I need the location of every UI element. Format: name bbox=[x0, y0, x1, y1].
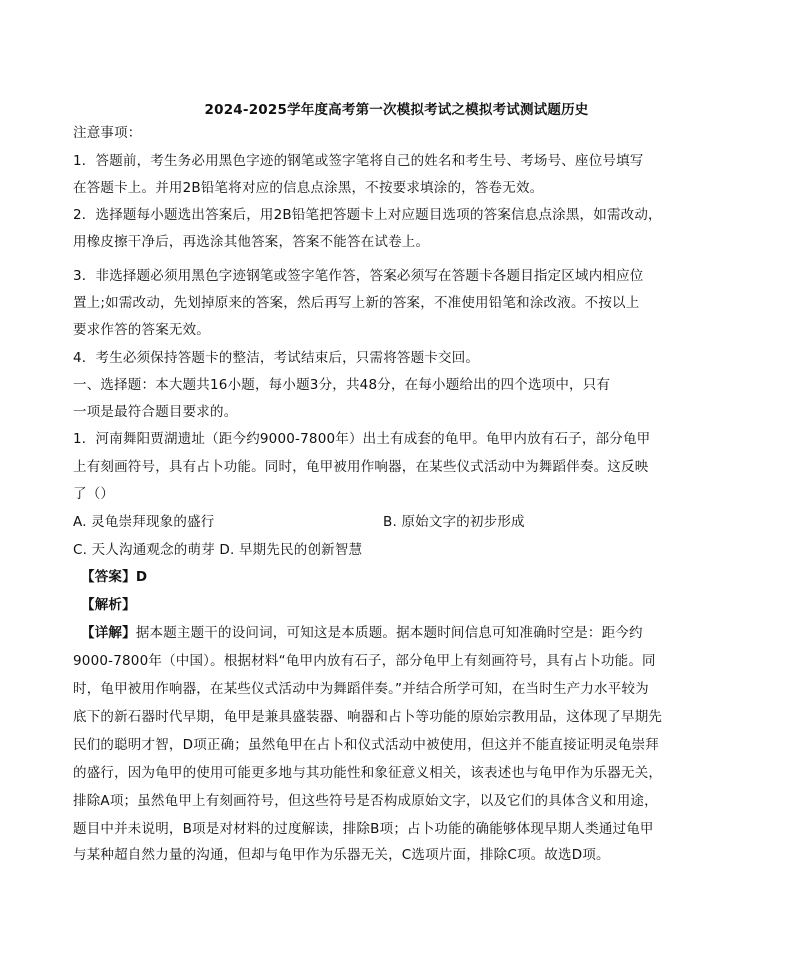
exam-title: 2024-2025学年度高考第一次模拟考试之模拟考试测试题历史 bbox=[204, 102, 589, 118]
detail-line-6: 的盛行，因为龟甲的使用可能更多地与其功能性和象征意义相关，该表述也与龟甲作为乐器无关， bbox=[73, 765, 663, 781]
detail-line-8: 题目中并未说明，B项是对材料的过度解读，排除B项；占卜功能的确能够体现早期人类通过龟甲 bbox=[73, 821, 654, 837]
detail-line-3: 时，龟甲被用作响器，在某些仪式活动中为舞蹈伴奏。”并结合所学可知，在当时生产力水平较为 bbox=[73, 681, 649, 697]
question-1-line-2: 上有刻画符号，具有占卜功能。同时，龟甲被用作响器，在某些仪式活动中为舞蹈伴奏。这反映 bbox=[73, 459, 649, 475]
notice-3-line-1: 3．非选择题必须用黑色字迹钢笔或签字笔作答，答案必须写在答题卡各题目指定区域内相应位 bbox=[73, 268, 644, 284]
section-heading-line-2: 一项是最符合题目要求的。 bbox=[73, 404, 238, 420]
notice-1-line-1: 1．答题前，考生务必用黑色字迹的钢笔或签字笔将自己的姓名和考生号、考场号、座位号填写 bbox=[73, 153, 644, 169]
section-heading-line-1: 一、选择题：本大题共16小题，每小题3分，共48分，在每小题给出的四个选项中，只有 bbox=[73, 377, 611, 393]
option-b: B. 原始文字的初步形成 bbox=[383, 514, 525, 530]
question-1-line-1: 1．河南舞阳贾湖遗址（距今约9000-7800年）出土有成套的龟甲。龟甲内放有石子，部分龟甲 bbox=[73, 431, 651, 447]
answer-label: 【答案】 bbox=[81, 569, 136, 585]
detail-line-4: 底下的新石器时代早期，龟甲是兼具盛装器、响器和占卜等功能的原始宗教用品，这体现了早期先 bbox=[73, 709, 663, 725]
notice-2-line-1: 2．选择题每小题选出答案后，用2B铅笔把答题卡上对应题目选项的答案信息点涂黑，如需改动， bbox=[73, 207, 662, 223]
detail-label: 【详解】 bbox=[81, 625, 136, 641]
detail-line-5: 民们的聪明才智，D项正确；虽然龟甲在占卜和仪式活动中被使用，但这并不能直接证明灵龟崇拜 bbox=[73, 737, 659, 753]
notice-3-line-3: 要求作答的答案无效。 bbox=[73, 322, 210, 338]
analysis-label: 【解析】 bbox=[81, 597, 136, 613]
notice-heading: 注意事项： bbox=[73, 125, 142, 141]
detail-line-2: 9000-7800年（中国）。根据材料“龟甲内放有石子，部分龟甲上有刻画符号，具有占卜功能。同 bbox=[73, 653, 656, 669]
detail-line-1-text: 据本题主题干的设问词，可知这是本质题。据本题时间信息可知准确时空是：距今约 bbox=[135, 625, 643, 641]
option-a: A. 灵龟崇拜现象的盛行 bbox=[73, 514, 215, 530]
answer-row bbox=[81, 568, 147, 586]
detail-line-7: 排除A项；虽然龟甲上有刻画符号，但这些符号是否构成原始文字，以及它们的具体含义和用途， bbox=[73, 793, 658, 809]
notice-3-line-2: 置上;如需改动，先划掉原来的答案，然后再写上新的答案，不准使用铅笔和涂改液。不按以上 bbox=[73, 295, 640, 311]
notice-4: 4．考生必须保持答题卡的整洁，考试结束后，只需将答题卡交回。 bbox=[73, 350, 480, 366]
detail-line-9: 与某种超自然力量的沟通，但却与龟甲作为乐器无关，C选项片面，排除C项。故选D项。 bbox=[73, 847, 610, 863]
answer-value: D bbox=[135, 569, 148, 585]
notice-1-line-2: 在答题卡上。并用2B铅笔将对应的信息点涂黑，不按要求填涂的，答卷无效。 bbox=[73, 180, 544, 196]
options-c-d: C. 天人沟通观念的萌芽 D. 早期先民的创新智慧 bbox=[73, 542, 363, 558]
notice-2-line-2: 用橡皮擦干净后，再选涂其他答案，答案不能答在试卷上。 bbox=[73, 234, 430, 250]
question-1-line-3: 了（） bbox=[73, 486, 115, 502]
detail-line-1 bbox=[81, 624, 643, 642]
